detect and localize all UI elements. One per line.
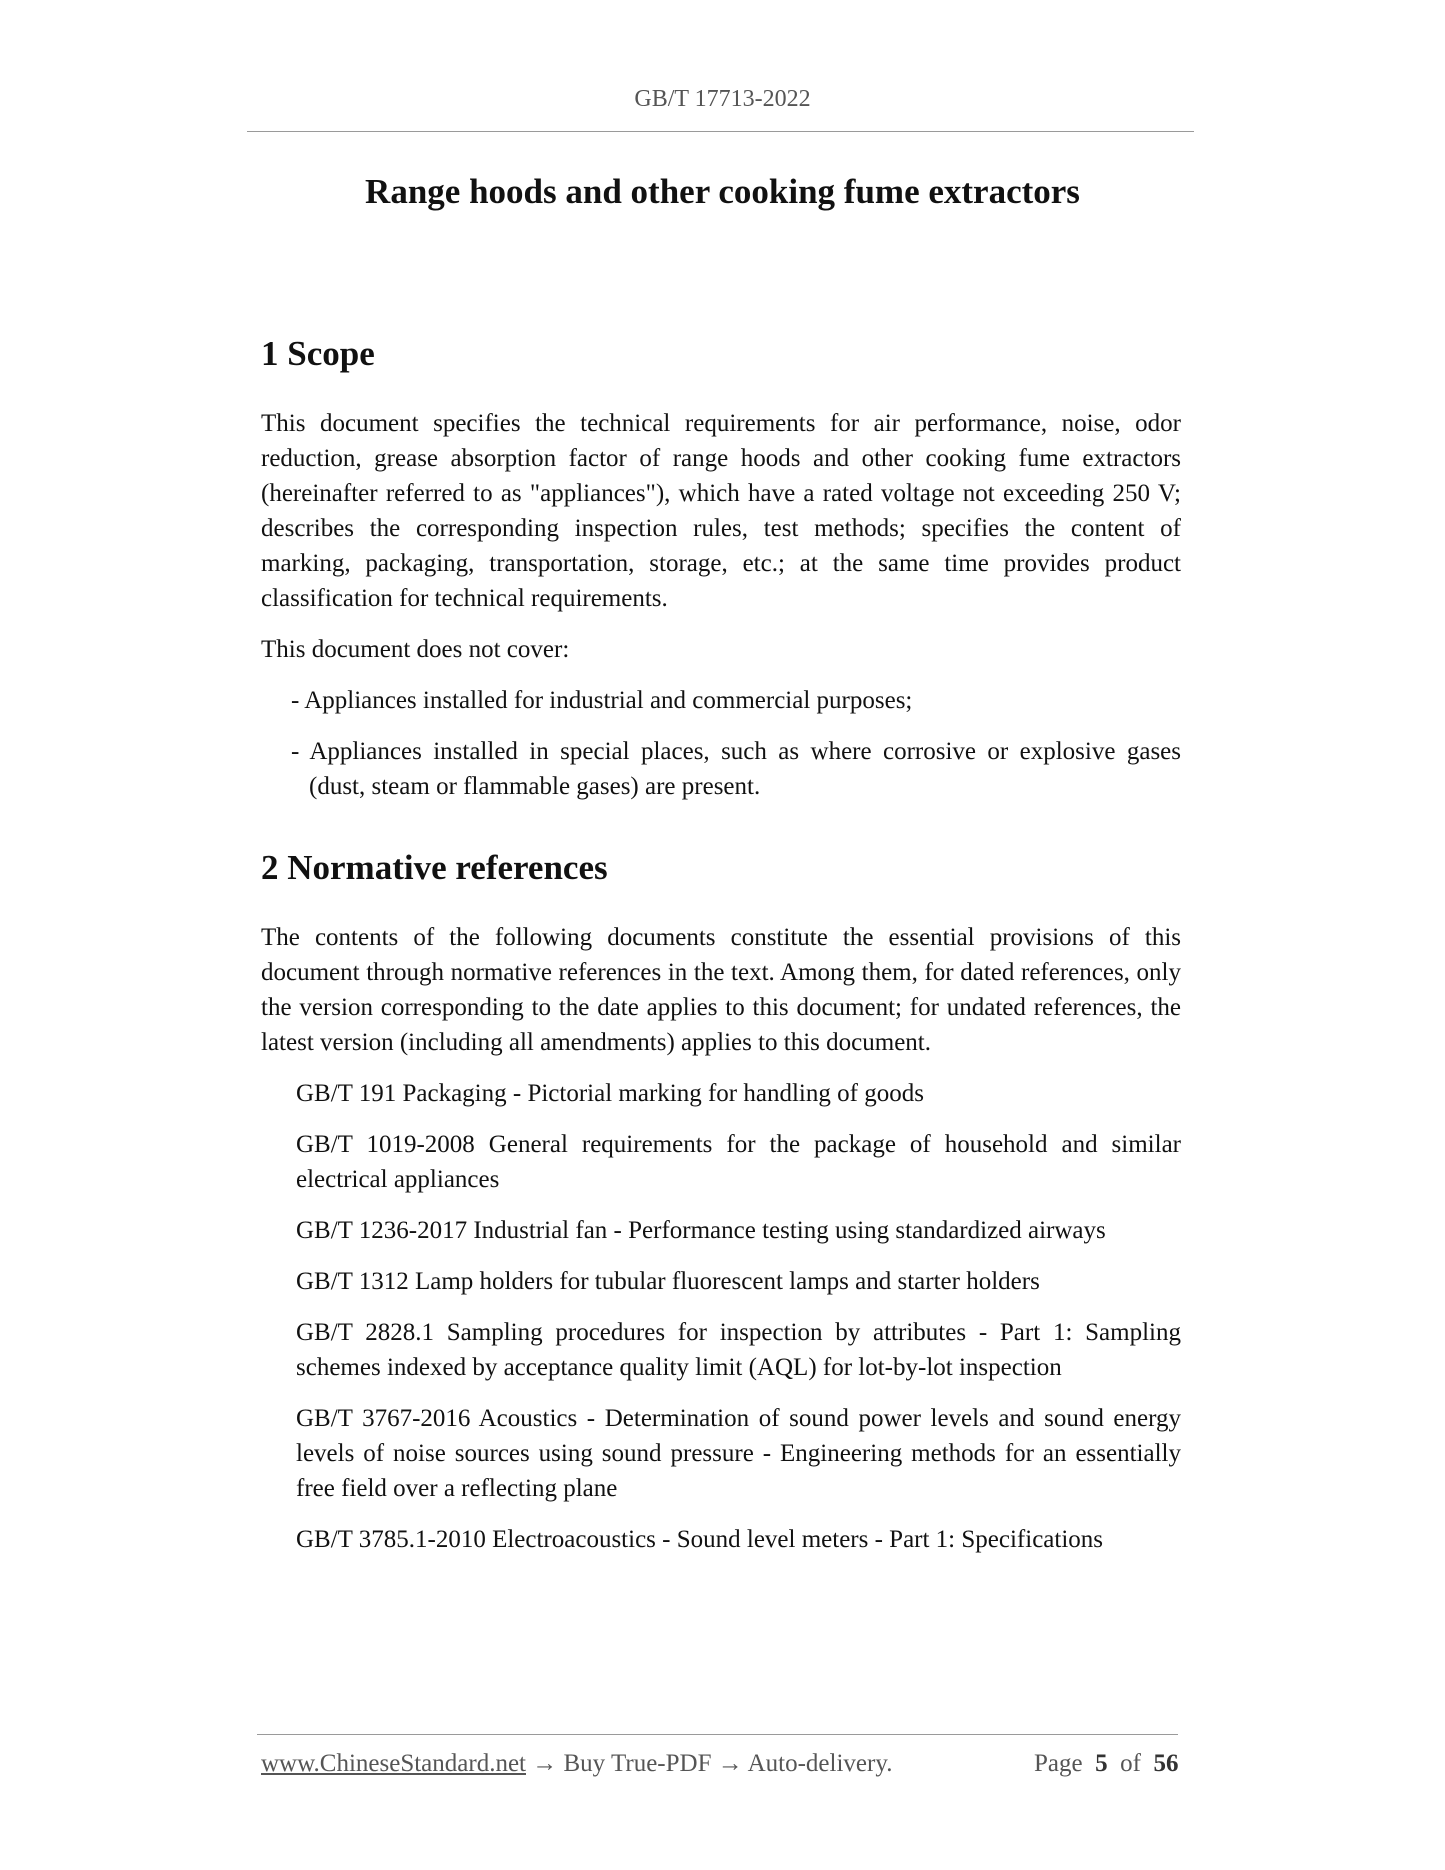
reference-item: GB/T 3785.1-2010 Electroacoustics - Sound level meters - Part 1: Specifications (296, 1526, 1104, 1553)
section-heading-normative: 2 Normative references (261, 848, 608, 887)
scope-exclusion-item: - Appliances installed in special places, such as where corrosive or explosive gases (dust, steam or flammable gases) are present. (291, 738, 1181, 800)
page-indicator (1034, 1750, 1178, 1778)
total-pages: 56 (1153, 1750, 1179, 1777)
reference-item: GB/T 2828.1 Sampling procedures for inspection by attributes - Part 1: Sampling schemes indexed by acceptance quality limit (AQL) for lot-by-lot inspection (296, 1319, 1181, 1381)
reference-item: GB/T 191 Packaging - Pictorial marking for handling of goods (296, 1080, 924, 1107)
footer-promo-text: → Buy True-PDF → Auto-delivery. (526, 1750, 893, 1777)
footer-divider (257, 1734, 1178, 1735)
scope-exclusions-intro: This document does not cover: (261, 636, 570, 663)
document-body (261, 328, 1181, 1557)
of-word: of (1120, 1750, 1141, 1777)
reference-item: GB/T 3767-2016 Acoustics - Determination of sound power levels and sound energy levels of noise sources using sound pressure - Engineering methods for an essentially free field over a reflecting plane (296, 1405, 1181, 1502)
scope-exclusion-item: - Appliances installed for industrial and commercial purposes; (291, 687, 913, 714)
section-heading-scope: 1 Scope (261, 334, 375, 373)
header-standard-code: GB/T 17713-2022 (634, 86, 811, 112)
page-number: 5 (1095, 1750, 1108, 1777)
page-word: Page (1034, 1750, 1083, 1777)
reference-item: GB/T 1312 Lamp holders for tubular fluorescent lamps and starter holders (296, 1268, 1040, 1295)
website-link[interactable]: www.ChineseStandard.net (261, 1750, 526, 1777)
reference-item: GB/T 1236-2017 Industrial fan - Performance testing using standardized airways (296, 1217, 1106, 1244)
scope-paragraph: This document specifies the technical requirements for air performance, noise, odor reduction, grease absorption factor of range hoods and other cooking fume extractors (hereinafter referred to as "appliances"), which have a rated voltage not exceeding 250 V; describes the corresponding inspection rules, test methods; specifies the content of marking, packaging, transportation, storage, etc.; at the same time provides product classification for technical requirements. (261, 410, 1181, 612)
document-title: Range hoods and other cooking fume extractors (365, 172, 1080, 211)
reference-item: GB/T 1019-2008 General requirements for the package of household and similar electrical appliances (296, 1131, 1181, 1193)
footer-promo (261, 1750, 892, 1778)
normative-paragraph: The contents of the following documents constitute the essential provisions of this document through normative references in the text. Among them, for dated references, only the version corresponding to the date applies to this document; for undated references, the latest version (including all amendments) applies to this document. (261, 924, 1181, 1056)
header-divider (247, 131, 1194, 132)
